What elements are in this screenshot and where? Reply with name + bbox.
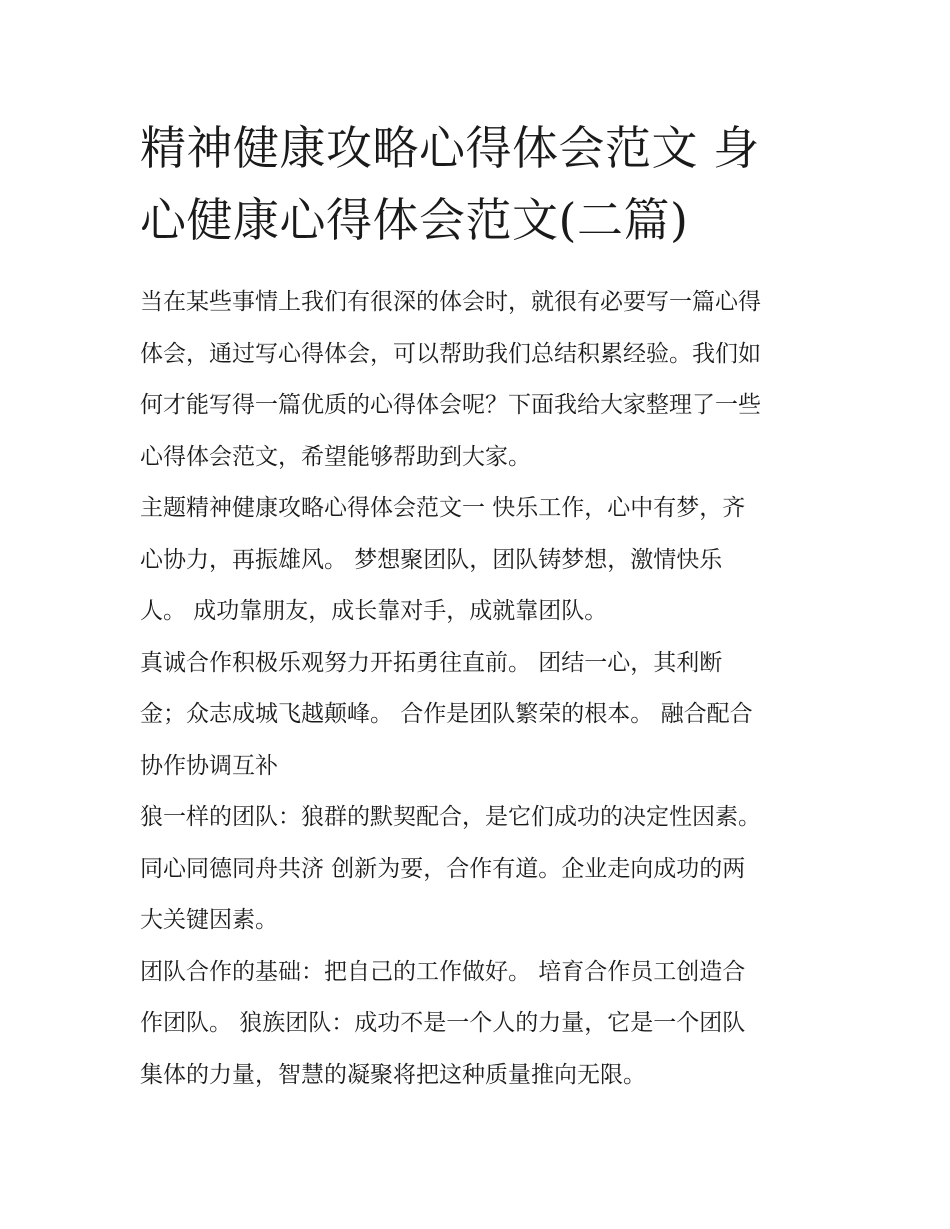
body-line: 真诚合作积极乐观努力开拓勇往直前。 团结一心，其利断 bbox=[140, 649, 723, 676]
document-body bbox=[140, 277, 830, 1101]
body-line: 心协力，再振雄风。 梦想聚团队，团队铸梦想，激情快乐 bbox=[140, 546, 723, 573]
body-line: 大关键因素。 bbox=[140, 907, 278, 933]
body-line: 人。 成功靠朋友，成长靠对手，成就靠团队。 bbox=[140, 598, 608, 624]
body-line: 狼一样的团队：狼群的默契配合，是它们成功的决定性因素。 bbox=[140, 804, 761, 830]
title-line: 精神健康攻略心得体会范文 身 bbox=[140, 121, 760, 175]
document-title bbox=[140, 112, 820, 256]
body-line: 当在某些事情上我们有很深的体会时，就很有必要写一篇心得 bbox=[140, 289, 761, 315]
body-line: 同心同德同舟共济 创新为要，合作有道。企业走向成功的两 bbox=[140, 855, 746, 882]
body-line: 作团队。 狼族团队：成功不是一个人的力量，它是一个团队 bbox=[140, 1010, 746, 1036]
body-line: 集体的力量，智慧的凝聚将把这种质量推向无限。 bbox=[140, 1061, 646, 1088]
title-line: 心健康心得体会范文(二篇) bbox=[140, 193, 689, 247]
body-line: 体会，通过写心得体会，可以帮助我们总结积累经验。我们如 bbox=[140, 340, 761, 367]
body-line: 主题精神健康攻略心得体会范文一 快乐工作，心中有梦，齐 bbox=[140, 495, 746, 521]
body-line: 团队合作的基础：把自己的工作做好。 培育合作员工创造合 bbox=[140, 958, 746, 985]
body-line: 何才能写得一篇优质的心得体会呢？下面我给大家整理了一些 bbox=[140, 392, 761, 418]
body-line: 心得体会范文，希望能够帮助到大家。 bbox=[140, 443, 531, 470]
body-line: 金；众志成城飞越颠峰。 合作是团队繁荣的根本。 融合配合 bbox=[140, 701, 753, 727]
body-line: 协作协调互补 bbox=[140, 752, 278, 779]
